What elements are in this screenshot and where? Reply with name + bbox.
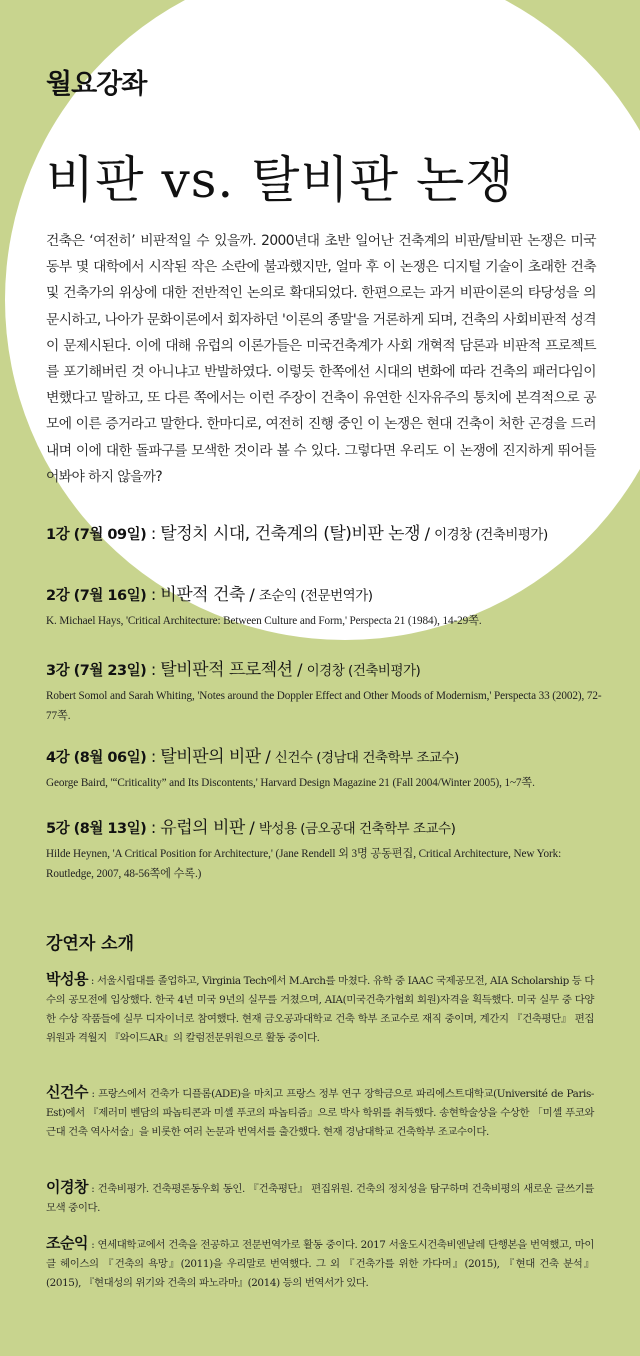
- speaker-bio-2: [46, 1083, 594, 1142]
- separator: :: [146, 747, 161, 766]
- lecture-heading: [46, 519, 606, 544]
- speakers-heading: 강연자 소개: [46, 934, 135, 954]
- speaker-name: 이경창: [46, 1178, 88, 1196]
- lecture-heading: [46, 580, 606, 605]
- lecture-topic: 비판적 건축: [160, 585, 245, 605]
- lecture-3: [46, 655, 606, 726]
- lecture-speaker: 박성용 (금오공대 건축학부 조교수): [258, 821, 456, 837]
- lecture-number: 5강 (8월 13일): [46, 821, 147, 837]
- separator: :: [146, 524, 161, 543]
- intro-paragraph: 건축은 ‘여전히’ 비판적일 수 있을까. 2000년대 초반 일어난 건축계의 비판/탈비판 논쟁은 미국 동부 몇 대학에서 시작된 작은 소란에 불과했지만, 얼마 후 이 논쟁은 디지털 기술이 초래한 건축 및 건축가의 위상에 대한 전반적인 논의로 확대되었다. 한편으로는 과거 비판이론의 타당성을 의문시하고, 나아가 문화이론에서 회자하던 '이론의 종말'을 거론하게 되며, 건축의 사회비판적 성격이 문제시된다. 이에 대해 유럽의 이론가들은 미국건축계가 사회 개혁적 담론과 비판적 프로젝트를 포기해버린 것 아니냐고 반발하였다. 이렇듯 한쪽에선 시대의 변화에 따라 건축의 패러다임이 변했다고 말하고, 또 다른 쪽에서는 이런 주장이 건축이 유연한 신자유주의 통치에 본격적으로 공모에 이른 증거라고 말한다. 한마디로, 여전히 진행 중인 이 논쟁은 현대 건축이 처한 곤경을 드러내며 이에 대한 돌파구를 모색한 것이라 볼 수 있다. 그렇다면 우리도 이 논쟁에 진지하게 뛰어들어봐야 하지 않을까?: [46, 233, 596, 485]
- separator: /: [244, 585, 259, 604]
- speaker-bio-text: : 서울시립대를 졸업하고, Virginia Tech에서 M.Arch를 마쳤다. 유학 중 IAAC 국제공모전, AIA Scholarship 등 다수의 공모전에 입상했다. 한국 4년 미국 9년의 실무를 거쳤으며, AIA(미국건축가협회 회원)자격을 획득했다. 미국 실무 중 다양한 수상 작품들에 실무 디자이너로 참여했다. 현재 금오공과대학교 건축 학부 조교수로 재직 중이며, 계간지 『건축평단』 편집위원과 격월지 『와이드AR』의 칼럼전문위원으로 활동 중이다.: [46, 975, 594, 1044]
- speaker-name: 조순익: [46, 1234, 88, 1252]
- lecture-reference: K. Michael Hays, 'Critical Architecture: Between Culture and Form,' Perspecta 21 (1984), 14-29쪽.: [46, 615, 482, 627]
- lecture-heading: [46, 655, 606, 680]
- separator: :: [146, 818, 161, 837]
- lecture-speaker: 이경창 (건축비평가): [306, 663, 421, 679]
- speaker-bio-text: : 연세대학교에서 건축을 전공하고 전문번역가로 활동 중이다. 2017 서울도시건축비엔날레 단행본을 번역했고, 마이클 헤이스의 『건축의 욕망』(2011)을 우리말로 번역했다. 그 외 『건축가를 위한 가다머』(2015), 『현대 건축 분석』(2015), 『현대성의 위기와 건축의 파노라마』(2014) 등의 번역서가 있다.: [46, 1239, 594, 1289]
- lecture-2: [46, 580, 606, 631]
- speaker-bio-4: [46, 1234, 594, 1293]
- lecture-speaker: 이경창 (건축비평가): [434, 527, 548, 543]
- lecture-speaker: 신건수 (경남대 건축학부 조교수): [274, 750, 459, 766]
- separator: /: [420, 524, 435, 543]
- lecture-reference: Hilde Heynen, 'A Critical Position for Architecture,' (Jane Rendell 외 3명 공동편집, Critical Architecture, New York: Routledge, 2007, 48-56쪽에 수록.): [46, 848, 562, 880]
- lecture-heading: [46, 813, 606, 838]
- speaker-name: 박성용: [46, 970, 88, 988]
- separator: /: [260, 747, 275, 766]
- lecture-speaker: 조순익 (전문번역가): [258, 588, 373, 604]
- lecture-topic: 탈비판의 비판: [160, 747, 261, 767]
- separator: :: [146, 585, 161, 604]
- lecture-4: [46, 742, 606, 793]
- lecture-number: 2강 (7월 16일): [46, 588, 147, 604]
- speaker-bio-3: [46, 1178, 594, 1218]
- lecture-topic: 탈정치 시대, 건축계의 (탈)비판 논쟁: [160, 524, 420, 544]
- series-label: 월요강좌: [46, 69, 147, 100]
- lecture-number: 3강 (7월 23일): [46, 663, 147, 679]
- lecture-reference: Robert Somol and Sarah Whiting, 'Notes around the Doppler Effect and Other Moods of Modernism,' Perspecta 33 (2002), 72-77쪽.: [46, 690, 602, 722]
- lecture-topic: 유럽의 비판: [160, 818, 245, 838]
- separator: /: [292, 660, 307, 679]
- speaker-bio-text: : 건축비평가. 건축평론동우회 동인. 『건축평단』 편집위원. 건축의 정치성을 탐구하며 건축비평의 새로운 글쓰기를 모색 중이다.: [46, 1183, 594, 1214]
- speaker-bio-text: : 프랑스에서 건축가 디플롬(ADE)을 마치고 프랑스 정부 연구 장학금으로 파리에스트대학교(Université de Paris-Est)에서 『제러미 벤담의 파놉티콘과 미셸 푸코의 파놉티즘』으로 박사 학위를 취득했다. 송현학술상을 수상한 「미셸 푸코와 근대 건축 역사서술」을 비롯한 여러 논문과 번역서를 출간했다. 현재 경남대학교 건축학부 조교수이다.: [46, 1088, 594, 1138]
- lecture-5: [46, 813, 606, 884]
- lecture-number: 1강 (7월 09일): [46, 527, 147, 543]
- lecture-number: 4강 (8월 06일): [46, 750, 147, 766]
- lecture-1: [46, 519, 606, 544]
- separator: :: [146, 660, 161, 679]
- separator: /: [244, 818, 259, 837]
- speaker-bio-1: [46, 970, 594, 1048]
- page-title: 비판 vs. 탈비판 논쟁: [46, 151, 515, 209]
- lecture-reference: George Baird, '“Criticality” and Its Discontents,' Harvard Design Magazine 21 (Fall 2004/Winter 2005), 1~7쪽.: [46, 777, 535, 789]
- lecture-topic: 탈비판적 프로젝션: [160, 660, 293, 680]
- speaker-name: 신건수: [46, 1083, 88, 1101]
- lecture-heading: [46, 742, 606, 767]
